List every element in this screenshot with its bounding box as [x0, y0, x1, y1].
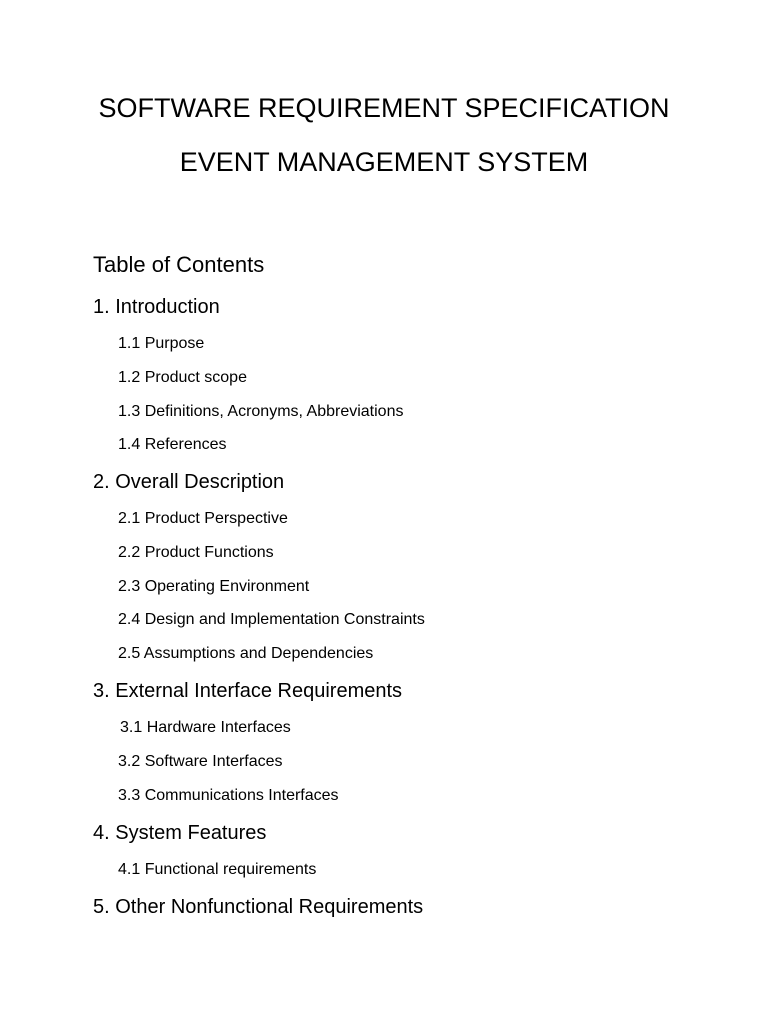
toc-heading: Table of Contents — [93, 252, 265, 277]
toc-subsection-purpose: 1.1 Purpose — [118, 335, 205, 352]
toc-section-overall-description: 2. Overall Description — [93, 471, 285, 493]
toc-subsection-communications-interfaces: 3.3 Communications Interfaces — [118, 787, 339, 804]
toc-subsection-assumptions: 2.5 Assumptions and Dependencies — [118, 645, 374, 662]
toc-subsection-product-functions: 2.2 Product Functions — [118, 544, 274, 561]
toc-subsection-design-constraints: 2.4 Design and Implementation Constraints — [118, 611, 425, 628]
toc-subsection-definitions: 1.3 Definitions, Acronyms, Abbreviations — [118, 403, 404, 420]
toc-subsection-software-interfaces: 3.2 Software Interfaces — [118, 753, 283, 770]
toc-subsection-functional-requirements: 4.1 Functional requirements — [118, 861, 317, 878]
toc-section-nonfunctional-requirements: 5. Other Nonfunctional Requirements — [93, 896, 424, 918]
toc-subsection-hardware-interfaces: 3.1 Hardware Interfaces — [120, 719, 291, 736]
toc-section-external-interface: 3. External Interface Requirements — [93, 680, 403, 702]
toc-section-system-features: 4. System Features — [93, 822, 267, 844]
document-subtitle: EVENT MANAGEMENT SYSTEM — [179, 147, 589, 177]
toc-subsection-references: 1.4 References — [118, 436, 227, 453]
toc-subsection-operating-environment: 2.3 Operating Environment — [118, 578, 310, 595]
toc-subsection-product-perspective: 2.1 Product Perspective — [118, 510, 288, 527]
toc-subsection-product-scope: 1.2 Product scope — [118, 369, 247, 386]
document-title: SOFTWARE REQUIREMENT SPECIFICATION — [98, 93, 670, 123]
toc-section-introduction: 1. Introduction — [93, 296, 220, 318]
